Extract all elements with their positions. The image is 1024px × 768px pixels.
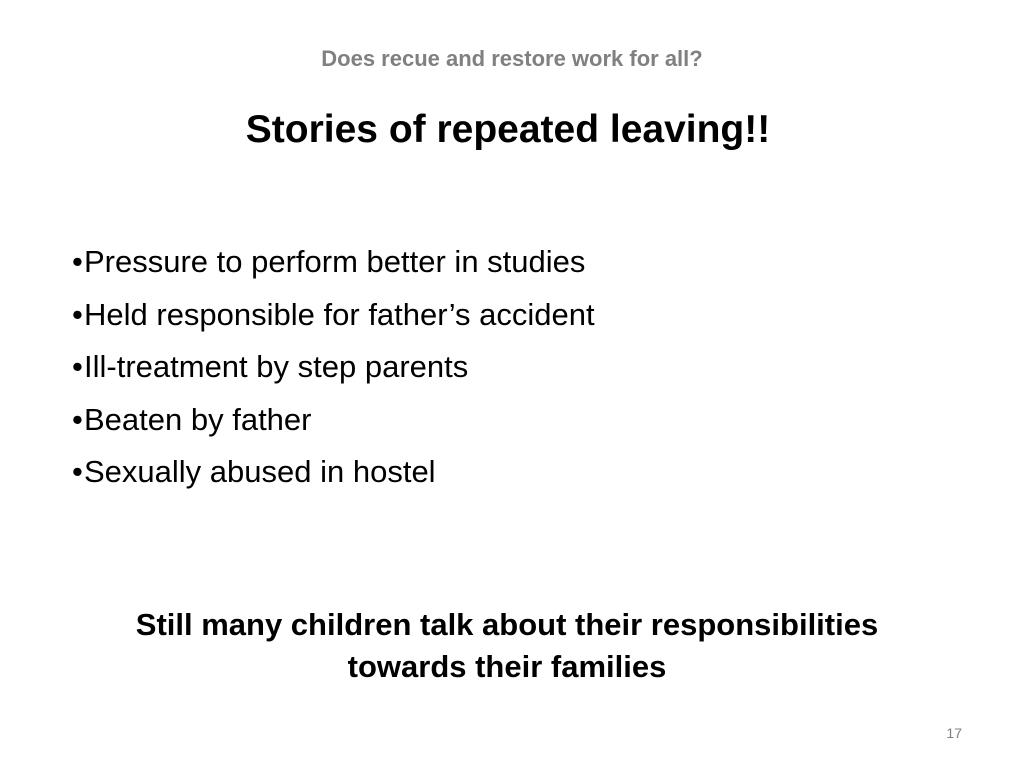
bullet-icon: •	[72, 244, 83, 279]
page-number: 17	[946, 725, 962, 741]
slide-title: Stories of repeated leaving!!	[245, 108, 771, 151]
bullet-icon: •	[72, 401, 83, 437]
bullet-item	[72, 341, 595, 394]
closing-statement-line: towards their families	[347, 649, 667, 684]
bullet-icon: •	[72, 349, 83, 384]
bullet-icon: •	[72, 454, 83, 489]
bullet-item	[72, 394, 595, 447]
bullet-item	[72, 446, 595, 499]
closing-statement-line: Still many children talk about their responsibilities	[135, 607, 879, 642]
bullet-text: Ill-treatment by step parents	[84, 349, 469, 384]
bullet-item	[72, 236, 595, 289]
bullet-item	[72, 289, 595, 342]
bullet-text: Sexually abused in hostel	[84, 454, 436, 489]
bullet-text: Beaten by father	[84, 401, 312, 437]
closing-statement	[0, 604, 1014, 688]
slide-subtitle: Does recue and restore work for all?	[321, 46, 703, 71]
bullet-icon: •	[72, 296, 83, 332]
bullet-text: Pressure to perform better in studies	[84, 244, 586, 279]
bullet-list	[72, 236, 595, 499]
bullet-text: Held responsible for father’s accident	[84, 296, 595, 332]
